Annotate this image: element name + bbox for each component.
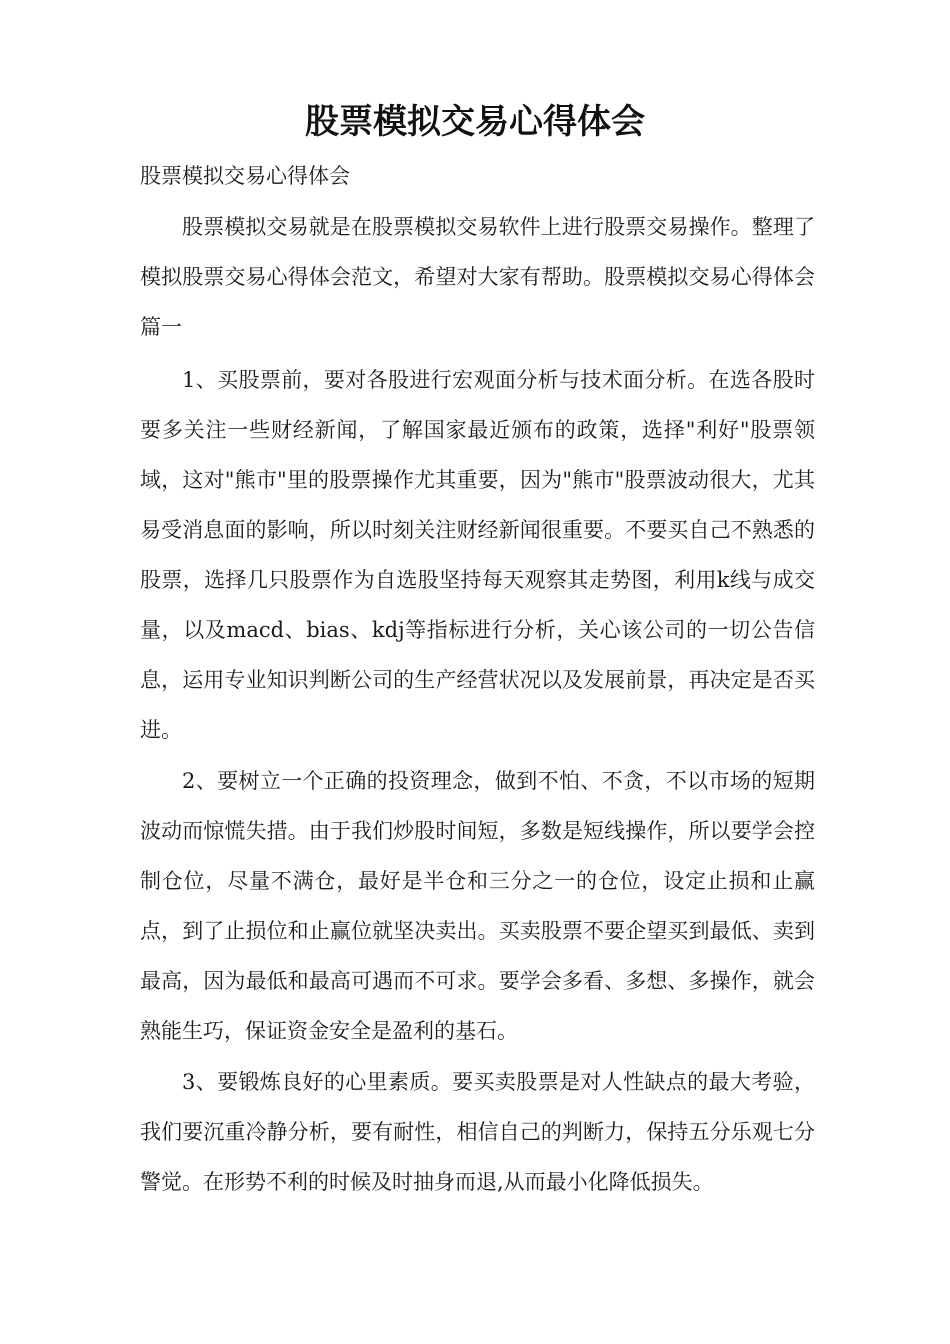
paragraph-intro: 股票模拟交易就是在股票模拟交易软件上进行股票交易操作。整理了模拟股票交易心得体会范文，希望对大家有帮助。股票模拟交易心得体会篇一 [140,215,815,339]
document-subtitle: 股票模拟交易心得体会 [140,164,350,188]
document-title: 股票模拟交易心得体会 [305,102,645,142]
paragraph-point-2: 2、要树立一个正确的投资理念，做到不怕、不贪，不以市场的短期波动而惊慌失措。由于我们炒股时间短，多数是短线操作，所以要学会控制仓位，尽量不满仓，最好是半仓和三分之一的仓位，设定止损和止赢点，到了止损位和止赢位就坚决卖出。买卖股票不要企望买到最低、卖到最高，因为最低和最高可遇而不可求。要学会多看、多想、多操作，就会熟能生巧，保证资金安全是盈利的基石。 [140,769,815,1043]
paragraph-point-1: 1、买股票前，要对各股进行宏观面分析与技术面分析。在选各股时要多关注一些财经新闻，了解国家最近颁布的政策，选择"利好"股票领域，这对"熊市"里的股票操作尤其重要，因为"熊市"股票波动很大，尤其易受消息面的影响，所以时刻关注财经新闻很重要。不要买自己不熟悉的股票，选择几只股票作为自选股坚持每天观察其走势图，利用k线与成交量，以及macd、bias、kdj等指标进行分析，关心该公司的一切公告信息，运用专业知识判断公司的生产经营状况以及发展前景，再决定是否买进。 [140,368,815,742]
paragraph-point-3: 3、要锻炼良好的心里素质。要买卖股票是对人性缺点的最大考验，我们要沉重冷静分析，要有耐性，相信自己的判断力，保持五分乐观七分警觉。在形势不利的时候及时抽身而退,从而最小化降低损失。 [140,1070,815,1194]
